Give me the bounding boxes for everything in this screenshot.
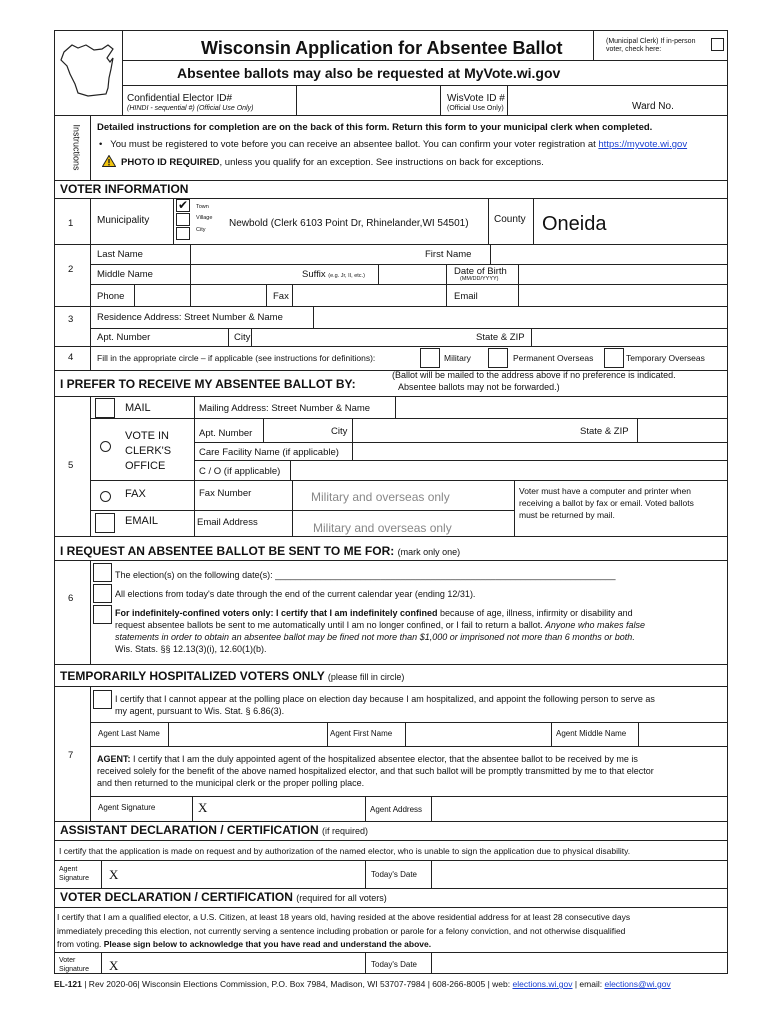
confidential-id-label: Confidential Elector ID# — [127, 93, 233, 104]
county-sep-1 — [488, 198, 489, 244]
wisvote-label: WisVote ID # — [447, 93, 505, 104]
mail-rule — [90, 418, 728, 419]
fax-label: Fax — [273, 291, 289, 302]
computer-note-line2: receiving a ballot by fax or email. Voted ballots — [519, 498, 694, 508]
header-bottom-rule — [54, 115, 728, 116]
agent-middle-label-sep — [551, 722, 552, 746]
municipality-value[interactable]: Newbold (Clerk 6103 Point Dr, Rhinelander,WI 54501) — [229, 218, 469, 229]
lastname-rule — [90, 264, 728, 265]
computer-note-line1: Voter must have a computer and printer when — [519, 486, 691, 496]
prefer-state-zip-label: State & ZIP — [580, 426, 629, 437]
phone-label: Phone — [97, 291, 125, 302]
row-1-number: 1 — [68, 218, 74, 229]
agent-address-label: Agent Address — [370, 805, 423, 814]
request-num-col — [90, 560, 91, 664]
form-id: EL-121 — [54, 979, 82, 989]
hospital-certify-line2: my agent, pursuant to Wis. Stat. § 6.86(3). — [115, 706, 285, 716]
all-elections-label: All elections from today's date through the end of the current calendar year (ending 12/31). — [115, 589, 476, 599]
form-subtitle: Absentee ballots may also be requested at MyVote.wi.gov — [177, 65, 561, 81]
request-rule — [54, 560, 728, 561]
state-zip-sep — [531, 328, 532, 346]
confined-line3: statements in order to obtain an absentee ballot may be fined not more than $1,000 or imprisoned not more than 6 months or both. — [115, 632, 635, 642]
agent-address-label-sep — [365, 796, 366, 821]
header-sep-1 — [296, 85, 297, 115]
voter-decl-heading — [60, 890, 387, 904]
email-address-label: Email Address — [197, 517, 258, 528]
agent-signature-x[interactable]: X — [198, 800, 208, 815]
assistant-date-sep — [431, 860, 432, 888]
specific-dates-label: The election(s) on the following date(s): ____________________________________________________________________ — [115, 570, 616, 580]
voter-decl-line3-a: from voting. — [57, 939, 102, 949]
assistant-sig-sep — [101, 860, 102, 888]
header-sep-3 — [507, 85, 508, 115]
prefer-bottom-rule — [54, 536, 728, 537]
row-7-number: 7 — [68, 750, 74, 761]
suffix-sep — [378, 264, 379, 284]
county-sep-2 — [533, 198, 534, 244]
voter-decl-line3 — [57, 939, 431, 950]
care-facility-label: Care Facility Name (if applicable) — [199, 447, 339, 458]
request-bottom-rule — [54, 664, 728, 665]
row1-rule — [54, 244, 728, 245]
voter-decl-heading-note: (required for all voters) — [296, 893, 387, 903]
permanent-overseas-label: Permanent Overseas — [513, 353, 594, 363]
agent-first-label-sep — [327, 722, 328, 746]
bullet: • — [99, 139, 111, 150]
care-facility-sep — [352, 442, 353, 460]
middle-name-label: Middle Name — [97, 269, 153, 280]
prefer-state-zip-sep — [637, 418, 638, 442]
agent-sig-sep — [192, 796, 193, 821]
agent-middle-name-label: Agent Middle Name — [556, 729, 627, 738]
request-heading-text: I REQUEST AN ABSENTEE BALLOT BE SENT TO ME FOR: — [60, 544, 395, 558]
first-name-sep — [490, 244, 491, 264]
county-label: County — [494, 214, 526, 225]
municipality-sep — [173, 198, 174, 244]
town-label: Town — [196, 204, 209, 210]
vote-in-clerk-line3: OFFICE — [125, 460, 166, 472]
computer-note-line3: must be returned by mail. — [519, 510, 615, 520]
fax-number-label: Fax Number — [199, 488, 252, 499]
residence-rule — [90, 328, 728, 329]
elections-web-link[interactable]: elections.wi.gov — [512, 979, 573, 989]
confined-line1 — [115, 608, 633, 619]
agent-text-rule — [90, 796, 728, 797]
prefer-rule — [54, 396, 728, 397]
voter-date-sep — [431, 952, 432, 974]
mailing-address-label: Mailing Address: Street Number & Name — [199, 403, 371, 414]
assistant-heading-note: (if required) — [322, 826, 369, 836]
assistant-date-label: Today's Date — [371, 870, 417, 879]
suffix-sub: (e.g. Jr, II, etc.) — [328, 273, 365, 279]
assistant-heading-text: ASSISTANT DECLARATION / CERTIFICATION — [60, 823, 319, 837]
assistant-bottom-rule — [54, 888, 728, 889]
vote-in-clerk-radio[interactable] — [100, 441, 111, 452]
row-6-number: 6 — [68, 593, 74, 604]
row-3-number: 3 — [68, 314, 74, 325]
village-label: Village — [196, 215, 213, 221]
co-label: C / O (if applicable) — [199, 466, 281, 477]
footer-text: | Rev 2020-06| Wisconsin Elections Commission, P.O. Box 7984, Madison, WI 53707-7984 | 608-266-8005 | web: — [81, 979, 513, 989]
vote-in-clerk-line2: CLERK'S — [125, 445, 172, 457]
prefer-city-sep — [352, 418, 353, 442]
suffix-label — [302, 269, 365, 280]
assistant-signature-x[interactable]: X — [109, 867, 119, 882]
fax-option-label: FAX — [125, 488, 146, 500]
city-label: City — [196, 227, 206, 233]
instructions-bottom-rule — [54, 180, 728, 181]
header-divider — [122, 30, 123, 115]
clerk-apt-rule — [194, 442, 728, 443]
vote-in-clerk-line1: VOTE IN — [125, 430, 170, 442]
assistant-rule — [54, 840, 728, 841]
all-elections-checkbox[interactable] — [93, 584, 112, 603]
agent-last-name-label: Agent Last Name — [98, 729, 160, 738]
agent-name-rule — [90, 746, 728, 747]
voter-decl-heading-text: VOTER DECLARATION / CERTIFICATION — [60, 890, 293, 904]
prefer-heading: I PREFER TO RECEIVE MY ABSENTEE BALLOT BY: — [60, 377, 356, 391]
certify-rule — [90, 722, 728, 723]
permanent-overseas-option[interactable] — [488, 348, 508, 368]
dob-value-sep — [518, 264, 519, 306]
voter-sig-label-2: Signature — [59, 966, 89, 973]
confined-line2-b: Anyone who makes false — [542, 620, 645, 630]
clerk-rule — [90, 480, 728, 481]
voter-sig-label-1: Voter — [59, 957, 76, 964]
voter-date-label-sep — [365, 952, 366, 974]
voter-signature-x[interactable]: X — [109, 958, 119, 973]
confidential-id-sub: (HINDI - sequential #) (Official Use Only) — [127, 105, 254, 112]
first-name-label: First Name — [425, 249, 472, 260]
header-sep-2 — [440, 85, 441, 115]
agent-line1 — [97, 754, 638, 765]
row-4-number: 4 — [68, 352, 74, 363]
wisvote-sub: (Official Use Only) — [447, 105, 504, 112]
hospital-heading — [60, 669, 404, 683]
town-checkbox[interactable] — [176, 199, 190, 212]
prefer-apt-label: Apt. Number — [199, 428, 253, 439]
prefer-option-col — [194, 396, 195, 536]
city-checkbox[interactable] — [176, 227, 190, 240]
prefer-city-label: City — [331, 426, 348, 437]
indefinitely-confined-checkbox[interactable] — [93, 605, 112, 624]
phone-sep — [134, 284, 135, 306]
mail-checkbox[interactable] — [95, 398, 115, 418]
instructions-line2-text: You must be registered to vote before you can receive an absentee ballot. You can confirm your voter registration at — [110, 139, 596, 150]
agent-address-sep — [431, 796, 432, 821]
voter-decl-text-rule — [54, 952, 728, 953]
hospital-heading-note: (please fill in circle) — [327, 672, 405, 682]
confined-line2 — [115, 620, 645, 631]
clerk-box-divider — [593, 30, 594, 60]
fax-rule — [90, 510, 514, 511]
row-2-number: 2 — [68, 264, 74, 275]
instructions-divider — [90, 115, 91, 180]
wisconsin-map-icon — [58, 36, 120, 100]
voter-decl-line2: immediately preceding this election, not currently serving a sentence including probation or parole for a felony conviction, and not otherwise disqualified — [57, 926, 626, 936]
residence-sep — [313, 306, 314, 328]
fax-sep — [266, 284, 267, 306]
military-option[interactable] — [420, 348, 440, 368]
voter-decl-line3-bold: Please sign below to acknowledge that you have read and understand the above. — [101, 939, 432, 949]
circle-instruction: Fill in the appropriate circle – if applicable (see instructions for definitions): — [97, 353, 376, 363]
photo-id-rest: , unless you qualify for an exception. See instructions on back for exceptions. — [219, 157, 544, 168]
apt-label: Apt. Number — [97, 332, 151, 343]
military-label: Military — [444, 353, 471, 363]
agent-line1-text: I certify that I am the duly appointed agent of the hospitalized absentee elector, that the absentee ballot to be received by me is — [130, 754, 638, 764]
agent-line2: received solely for the benefit of the above named hospitalized elector, and that such ballot will be promptly transmitted by me to that elector — [97, 766, 654, 776]
residence-label: Residence Address: Street Number & Name — [97, 312, 283, 323]
instructions-line1: Detailed instructions for completion are on the back of this form. Return this form to your municipal clerk when completed. — [97, 122, 653, 133]
middlename-rule — [90, 284, 728, 285]
instructions-line2 — [99, 139, 687, 150]
care-facility-rule — [194, 460, 728, 461]
agent-bold: AGENT: — [97, 754, 131, 764]
county-value[interactable]: Oneida — [542, 213, 607, 235]
co-sep — [290, 460, 291, 480]
voter-date-label: Today's Date — [371, 960, 417, 969]
clerk-note-line2: voter, check here: — [606, 46, 662, 53]
warning-icon — [102, 155, 116, 167]
prefer-note-line2: Absentee ballots may not be forwarded.) — [398, 382, 560, 392]
row3-rule — [54, 346, 728, 347]
confined-line4: Wis. Stats. §§ 12.13(3)(i), 12.60(1)(b). — [115, 644, 267, 654]
hospital-heading-text: TEMPORARILY HOSPITALIZED VOTERS ONLY — [60, 669, 325, 683]
fax-value-sep — [292, 284, 293, 306]
voter-decl-line1: I certify that I am a qualified elector, a U.S. Citizen, at least 18 years old, having resided at the above residential address for at least 28 consecutive days — [57, 912, 631, 922]
hospital-certify-line1: I certify that I cannot appear at the polling place on election day because I am hospitalized, and appoint the following person to serve as — [115, 694, 655, 704]
temporary-overseas-option[interactable] — [604, 348, 624, 368]
instructions-line3 — [121, 157, 544, 168]
footer — [54, 979, 671, 990]
mailing-address-sep — [395, 396, 396, 418]
temporary-overseas-label: Temporary Overseas — [626, 353, 705, 363]
assistant-sig-label-1: Agent — [59, 866, 78, 873]
mail-label: MAIL — [125, 402, 151, 414]
specific-dates-checkbox[interactable] — [93, 563, 112, 582]
agent-first-name-label: Agent First Name — [330, 729, 393, 738]
hospital-rule — [54, 686, 728, 687]
assistant-date-label-sep — [365, 860, 366, 888]
assistant-text-rule — [54, 860, 728, 861]
ward-label: Ward No. — [632, 101, 674, 112]
email-label: Email — [454, 291, 478, 302]
request-heading-note: (mark only one) — [397, 547, 461, 557]
agent-middle-sep — [638, 722, 639, 746]
confined-bold: For indefinitely-confined voters only: I certify that I am indefinitely confined — [115, 608, 438, 618]
assistant-sig-label-2: Signature — [59, 875, 89, 882]
confined-line2-a: request absentee ballots be sent to me automatically until I am no longer confined, or I fail to return a ballot. — [115, 620, 543, 630]
town-check-mark: ✔ — [178, 198, 189, 212]
form-title: Wisconsin Application for Absentee Ballot — [201, 38, 563, 58]
hospitalized-checkbox[interactable] — [93, 690, 112, 709]
assistant-text: I certify that the application is made on request and by authorization of the named elector, who is unable to sign the application due to physical disability. — [59, 846, 631, 856]
elections-email-link[interactable]: elections@wi.gov — [604, 979, 671, 989]
village-checkbox[interactable] — [176, 213, 190, 226]
hospital-num-col — [90, 686, 91, 821]
computer-note-sep — [514, 480, 515, 536]
prefer-note-line1: (Ballot will be mailed to the address above if no preference is indicated. — [392, 370, 676, 380]
title-rule — [122, 60, 728, 61]
suffix-text: Suffix — [302, 269, 326, 280]
row-5-number: 5 — [68, 460, 74, 471]
voter-sig-sep — [101, 952, 102, 974]
hospital-bottom-rule — [54, 821, 728, 822]
instructions-side-label: Instructions — [71, 124, 82, 171]
prefer-num-col — [90, 396, 91, 536]
clerk-note-line1: (Municipal Clerk) If in-person — [606, 38, 696, 45]
request-heading — [60, 544, 460, 558]
city-value-sep — [251, 328, 252, 346]
row2-rule — [54, 306, 728, 307]
voter-info-rule — [54, 198, 728, 199]
voter-info-heading: VOTER INFORMATION — [60, 182, 189, 196]
email-checkbox[interactable] — [95, 513, 115, 533]
photo-id-required: PHOTO ID REQUIRED — [121, 157, 220, 168]
dob-sub: (MM/DD/YYYY) — [460, 276, 499, 282]
state-zip-label: State & ZIP — [476, 332, 525, 343]
agent-last-sep — [168, 722, 169, 746]
voter-decl-rule — [54, 907, 728, 908]
name-value-sep — [190, 244, 191, 306]
agent-signature-label: Agent Signature — [98, 803, 156, 812]
assistant-heading — [60, 823, 368, 837]
email-military-only: Military and overseas only — [313, 521, 452, 535]
email-option-label: EMAIL — [125, 515, 159, 527]
subtitle-rule — [122, 85, 728, 86]
confined-rest: because of age, illness, infirmity or disability and — [437, 608, 633, 618]
agent-first-sep — [405, 722, 406, 746]
agent-line3: and then returned to the municipal clerk or the proper polling place. — [97, 778, 365, 788]
city-field-label: City — [234, 332, 251, 343]
dob-label: Date of Birth — [454, 266, 507, 277]
dob-sep — [446, 264, 447, 306]
fax-number-sep — [292, 480, 293, 536]
apt-sep — [228, 328, 229, 346]
last-name-label: Last Name — [97, 249, 143, 260]
myvote-link[interactable]: https://myvote.wi.gov — [598, 139, 688, 150]
prefer-apt-sep — [263, 418, 264, 442]
footer-email-sep: | email: — [572, 979, 605, 989]
municipality-label: Municipality — [97, 215, 150, 226]
fax-military-only: Military and overseas only — [311, 490, 450, 504]
fax-radio[interactable] — [100, 491, 111, 502]
in-person-voter-checkbox[interactable] — [711, 38, 724, 51]
